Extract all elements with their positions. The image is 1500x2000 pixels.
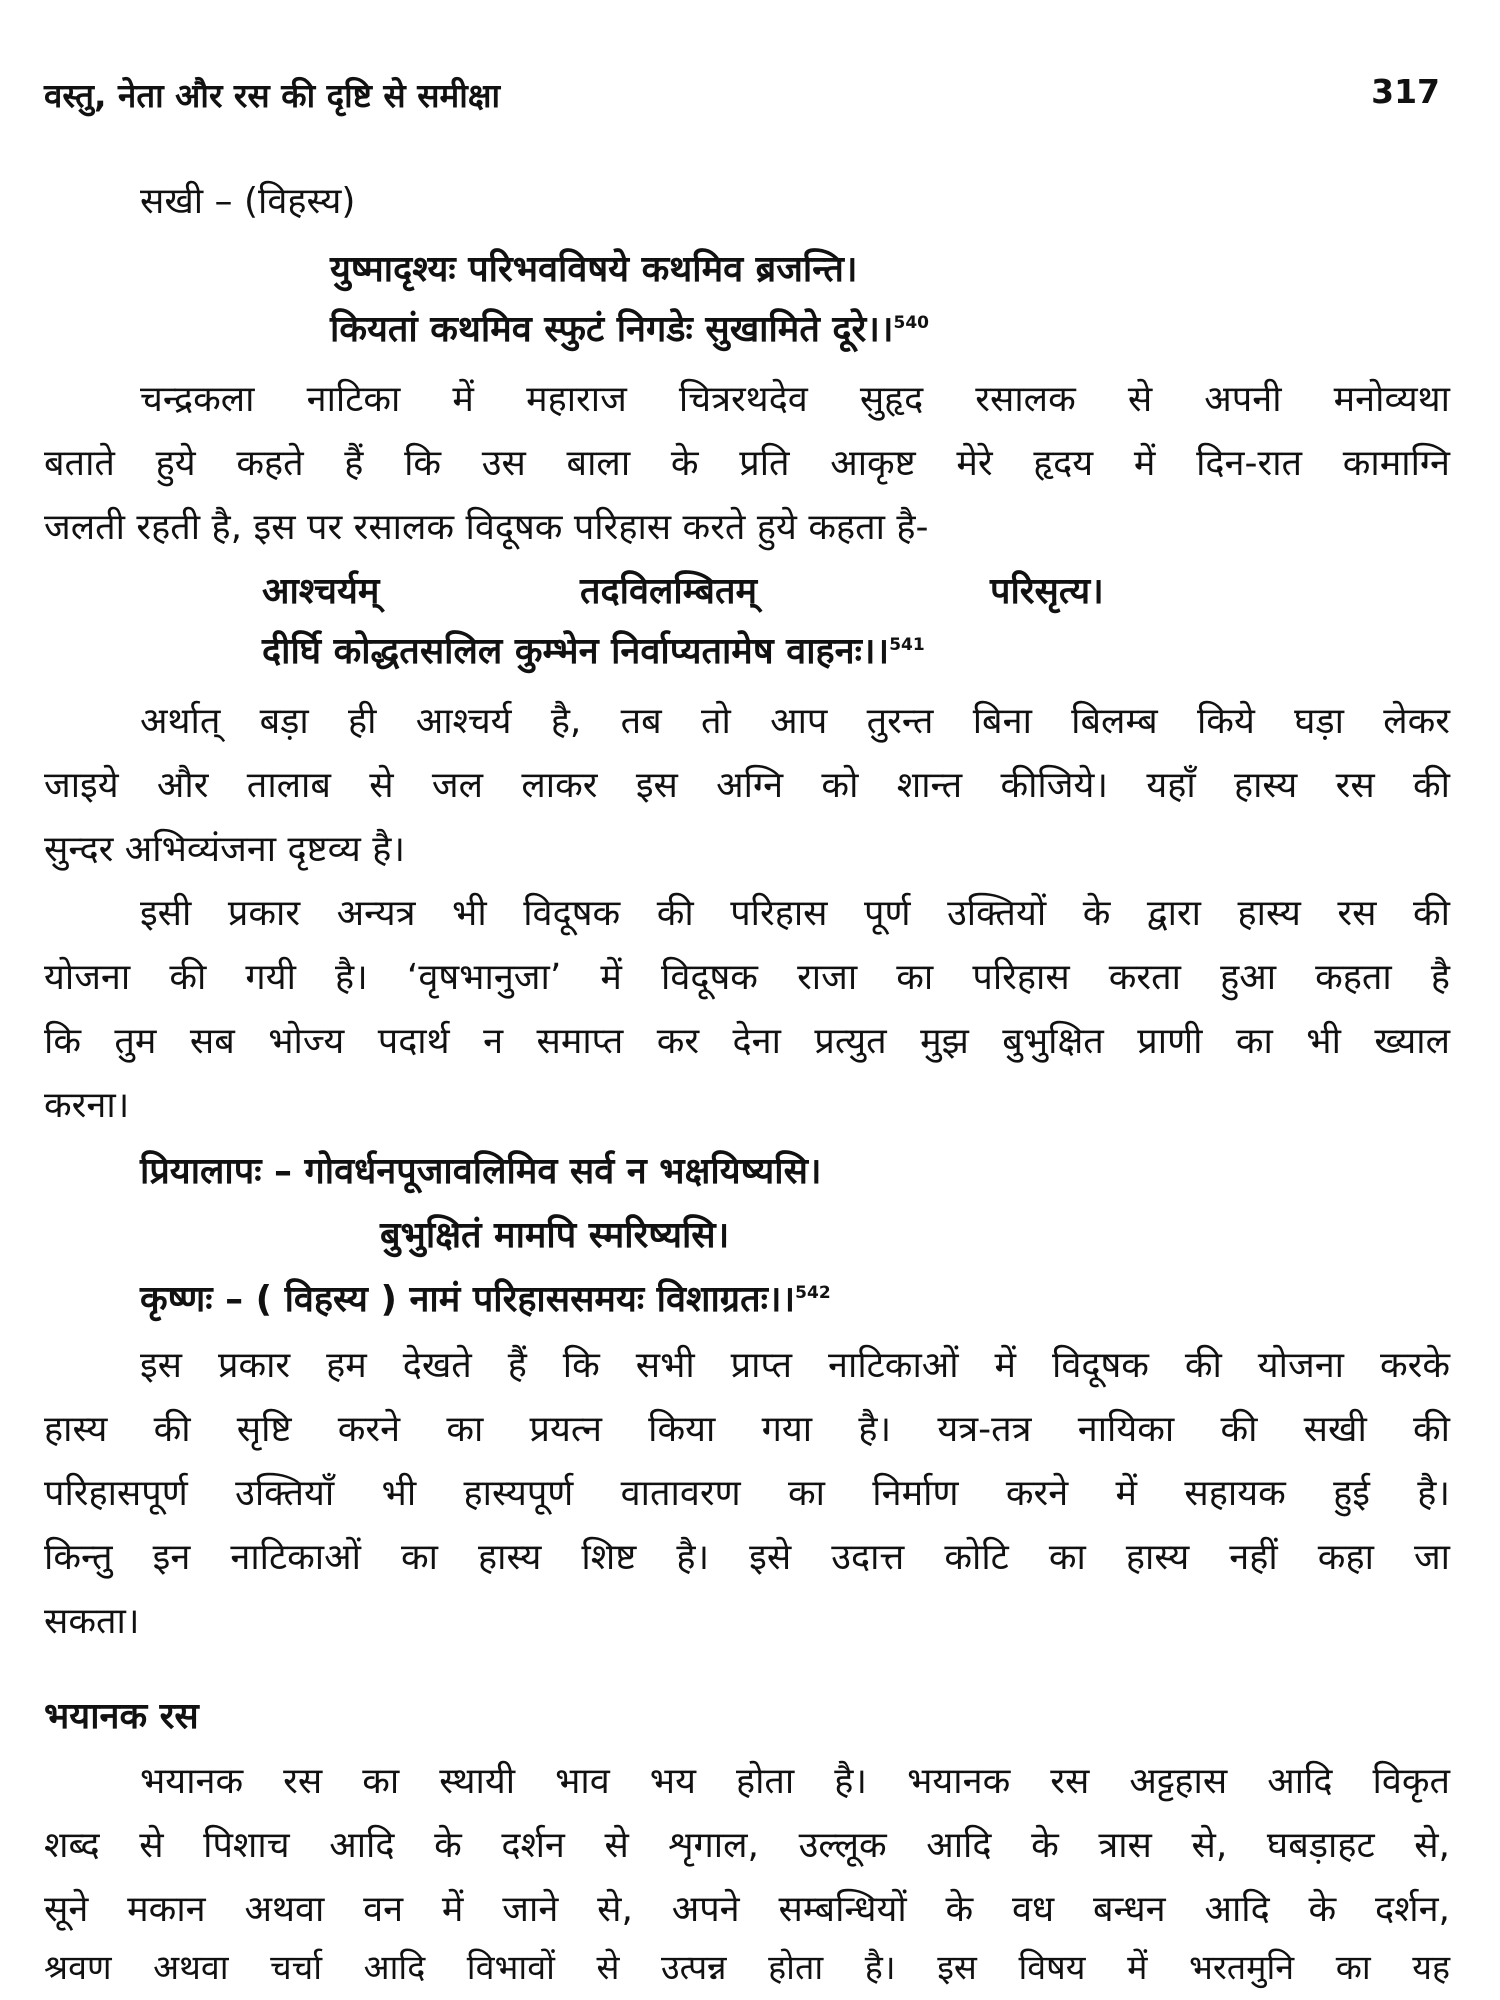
paragraph-line: सुन्दर अभिव्यंजना दृष्टव्य है। (44, 829, 406, 870)
paragraph-line: जलती रहती है, इस पर रसालक विदूषक परिहास करते हुये कहता है- (44, 507, 929, 548)
verse-text: दीर्घि कोद्धतसलिल कुम्भेन निर्वाप्यतामेष वाहनः।। (262, 631, 890, 672)
paragraph-line: भयानक रस का स्थायी भाव भय होता है। भयानक रस अट्टहास आदि विकृत (140, 1761, 1450, 1802)
paragraph-line: बताते हुये कहते हैं कि उस बाला के प्रति आकृष्ट मेरे हृदय में दिन-रात कामाग्नि (44, 443, 1450, 484)
paragraph-line: परिहासपूर्ण उक्तियाँ भी हास्यपूर्ण वातावरण का निर्माण करने में सहायक हुई है। (44, 1473, 1450, 1514)
verse-word: आश्चर्यम् (262, 571, 380, 612)
paragraph-line: योजना की गयी है। ‘वृषभानुजा’ में विदूषक राजा का परिहास करता हुआ कहता है (44, 957, 1450, 998)
paragraph-line: श्रवण अथवा चर्चा आदि विभावों से उत्पन्न होता है। इस विषय में भरतमुनि का यह (44, 1948, 1450, 1988)
verse-word: तदविलम्बितम् (580, 571, 758, 612)
paragraph-line: कि तुम सब भोज्य पदार्थ न समाप्त कर देना प्रत्युत मुझ बुभुक्षित प्राणी का भी ख्याल (44, 1021, 1450, 1062)
page-number: 317 (1371, 72, 1440, 111)
paragraph-line: हास्य की सृष्टि करने का प्रयत्न किया गया है। यत्र-तत्र नायिका की सखी की (44, 1409, 1450, 1450)
section-heading: भयानक रस (44, 1696, 199, 1737)
verse-line: युष्मादृश्यः परिभवविषये कथमिव ब्रजन्ति। (330, 249, 858, 290)
paragraph-line: सकता। (44, 1601, 140, 1642)
paragraph-line: अर्थात् बड़ा ही आश्चर्य है, तब तो आप तुरन्त बिना बिलम्ब किये घड़ा लेकर (140, 701, 1450, 742)
verse-line (330, 308, 929, 351)
verse-line (0, 570, 1500, 620)
paragraph-line: करना। (44, 1085, 130, 1126)
paragraph-line: जाइये और तालाब से जल लाकर इस अग्नि को शान्त कीजिये। यहाँ हास्य रस की (44, 765, 1450, 806)
paragraph-line: सूने मकान अथवा वन में जाने से, अपने सम्बन्धियों के वध बन्धन आदि के दर्शन, (44, 1889, 1450, 1930)
speaker-line: सखी – (विहस्य) (140, 181, 356, 222)
dialogue-line: प्रियालापः – गोवर्धनपूजावलिमिव सर्व न भक्षयिष्यसि। (140, 1151, 822, 1192)
verse-text: कियतां कथमिव स्फुटं निगडेः सुखामिते दूरे।। (330, 309, 894, 350)
verse-word: परिसृत्य। (990, 571, 1104, 612)
paragraph-line: किन्तु इन नाटिकाओं का हास्य शिष्ट है। इसे उदात्त कोटि का हास्य नहीं कहा जा (44, 1537, 1450, 1578)
dialogue-line (140, 1278, 831, 1321)
footnote-marker: 542 (795, 1283, 831, 1303)
running-title: वस्तु, नेता और रस की दृष्टि से समीक्षा (44, 76, 501, 115)
dialogue-line: बुभुक्षितं मामपि स्मरिष्यसि। (380, 1215, 730, 1256)
footnote-marker: 541 (889, 635, 925, 655)
paragraph-line: इसी प्रकार अन्यत्र भी विदूषक की परिहास पूर्ण उक्तियों के द्वारा हास्य रस की (140, 893, 1450, 934)
paragraph-line: चन्द्रकला नाटिका में महाराज चित्ररथदेव सुहृद रसालक से अपनी मनोव्यथा (140, 379, 1450, 420)
paragraph-line: शब्द से पिशाच आदि के दर्शन से शृगाल, उल्लूक आदि के त्रास से, घबड़ाहट से, (44, 1825, 1450, 1866)
footnote-marker: 540 (893, 313, 929, 333)
dialogue-text: कृष्णः – ( विहस्य ) नामं परिहाससमयः विशाग्रतः।। (140, 1279, 796, 1320)
paragraph-line: इस प्रकार हम देखते हैं कि सभी प्राप्त नाटिकाओं में विदूषक की योजना करके (140, 1345, 1450, 1386)
verse-line (262, 630, 925, 673)
